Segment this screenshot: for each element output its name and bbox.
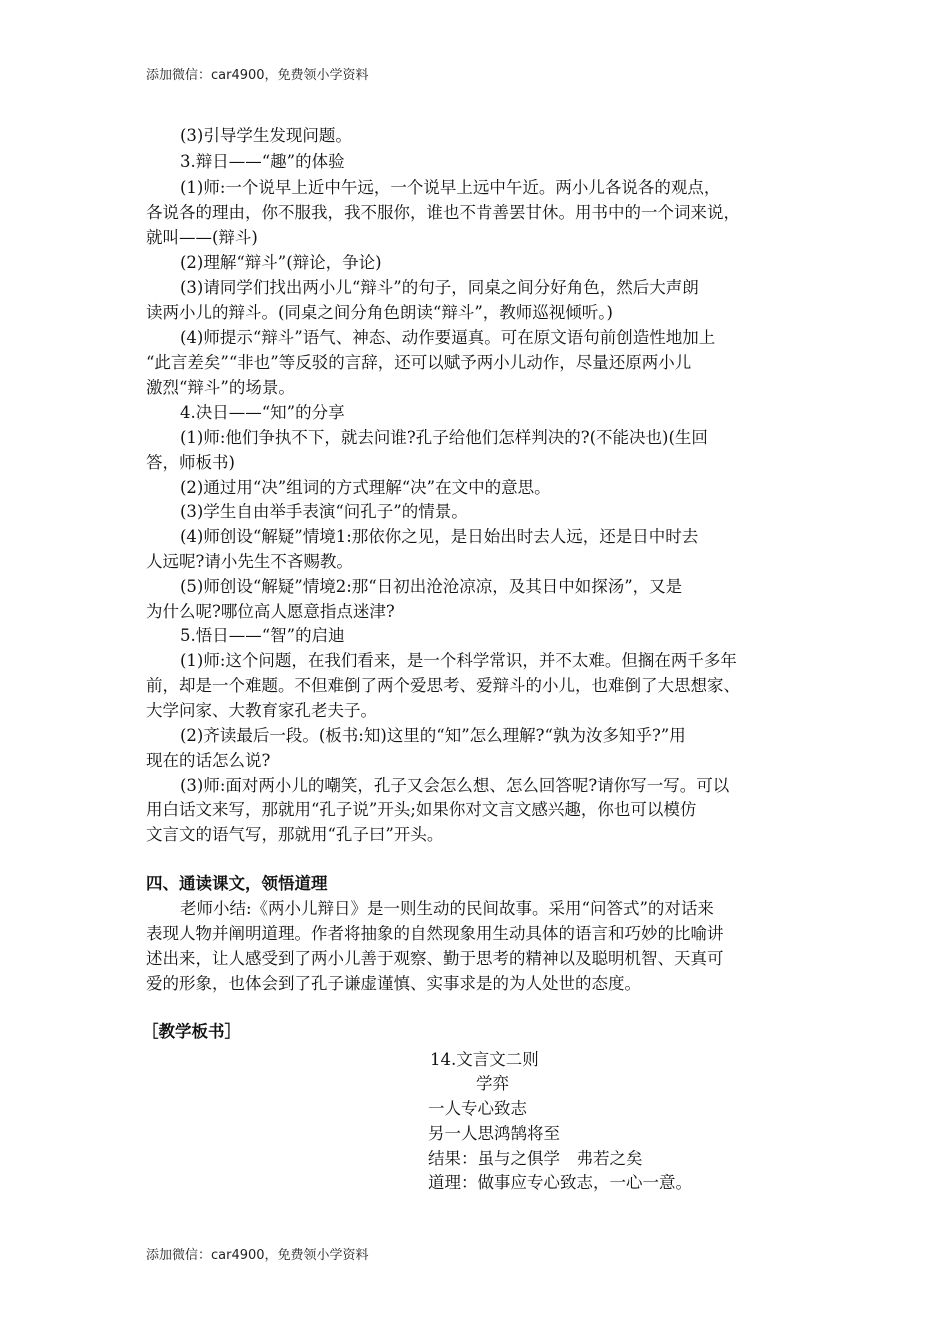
text-line: 5.悟日——“智”的启迪 [180, 626, 345, 645]
text-line: 用白话文来写，那就用“孔子说”开头;如果你对文言文感兴趣，你也可以模仿 [146, 800, 697, 819]
text-line: “此言差矣”“非也”等反驳的言辞，还可以赋予两小儿动作，尽量还原两小儿 [146, 353, 692, 372]
board-line: 道理：做事应专心致志，一心一意。 [428, 1173, 692, 1192]
board-line: 另一人思鸿鹄将至 [428, 1124, 560, 1143]
text-line: (1)师:他们争执不下，就去问谁?孔子给他们怎样判决的?(不能决也)(生回 [180, 428, 708, 447]
board-line: 结果：虽与之俱学 弗若之矣 [428, 1149, 643, 1168]
text-line: 为什么呢?哪位高人愿意指点迷津? [146, 602, 395, 621]
text-line: (3)请同学们找出两小儿“辩斗”的句子，同桌之间分好角色，然后大声朗 [180, 278, 699, 297]
text-line: (2)通过用“决”组词的方式理解“决”在文中的意思。 [180, 478, 551, 497]
text-line: 答，师板书) [146, 453, 235, 472]
text-line: 表现人物并阐明道理。作者将抽象的自然现象用生动具体的语言和巧妙的比喻讲 [146, 924, 724, 943]
section-heading: 四、通读课文，领悟道理 [146, 874, 328, 893]
text-line: 3.辩日——“趣”的体验 [180, 152, 345, 171]
board-subtitle: 学弈 [476, 1074, 509, 1093]
board-heading: ［教学板书］ [142, 1022, 241, 1041]
text-line: 就叫——(辩斗) [146, 228, 258, 247]
page-footer: 添加微信：car4900，免费领小学资料 [146, 1248, 369, 1263]
text-line: (4)师提示“辩斗”语气、神态、动作要逼真。可在原文语句前创造性地加上 [180, 328, 716, 347]
text-line: (3)引导学生发现问题。 [180, 126, 352, 145]
text-line: 现在的话怎么说? [146, 751, 271, 770]
text-line: (1)师:这个问题，在我们看来，是一个科学常识，并不太难。但搁在两千多年 [180, 651, 737, 670]
text-line: 激烈“辩斗”的场景。 [146, 378, 295, 397]
text-line: 前，却是一个难题。不但难倒了两个爱思考、爱辩斗的小儿，也难倒了大思想家、 [146, 676, 740, 695]
text-line: (2)理解“辩斗”(辩论，争论) [180, 253, 382, 272]
text-line: (2)齐读最后一段。(板书:知)这里的“知”怎么理解?“孰为汝多知乎?”用 [180, 726, 686, 745]
board-line: 一人专心致志 [428, 1099, 527, 1118]
text-line: 各说各的理由，你不服我，我不服你，谁也不肯善罢甘休。用书中的一个词来说， [146, 203, 740, 222]
text-line: (1)师:一个说早上近中午远，一个说早上远中午近。两小儿各说各的观点， [180, 178, 721, 197]
text-line: (5)师创设“解疑”情境2:那“日初出沧沧凉凉，及其日中如探汤”，又是 [180, 577, 683, 596]
text-line: 爱的形象，也体会到了孔子谦虚谨慎、实事求是的为人处世的态度。 [146, 974, 641, 993]
text-line: 大学问家、大教育家孔老夫子。 [146, 701, 377, 720]
text-line: (3)学生自由举手表演“问孔子”的情景。 [180, 502, 468, 521]
text-line: 人远呢?请小先生不吝赐教。 [146, 552, 353, 571]
text-line: 老师小结:《两小儿辩日》是一则生动的民间故事。采用“问答式”的对话来 [180, 899, 714, 918]
text-line: 4.决日——“知”的分享 [180, 403, 345, 422]
text-line: 述出来，让人感受到了两小儿善于观察、勤于思考的精神以及聪明机智、天真可 [146, 949, 724, 968]
text-line: (4)师创设“解疑”情境1:那依你之见，是日始出时去人远，还是日中时去 [180, 527, 699, 546]
text-line: 读两小儿的辩斗。(同桌之间分角色朗读“辩斗”，教师巡视倾听。) [146, 303, 613, 322]
text-line: (3)师:面对两小儿的嘲笑，孔子又会怎么想、怎么回答呢?请你写一写。可以 [180, 776, 730, 795]
text-line: 文言文的语气写，那就用“孔子曰”开头。 [146, 825, 444, 844]
page-header: 添加微信：car4900，免费领小学资料 [146, 68, 369, 83]
board-title: 14.文言文二则 [430, 1050, 539, 1069]
